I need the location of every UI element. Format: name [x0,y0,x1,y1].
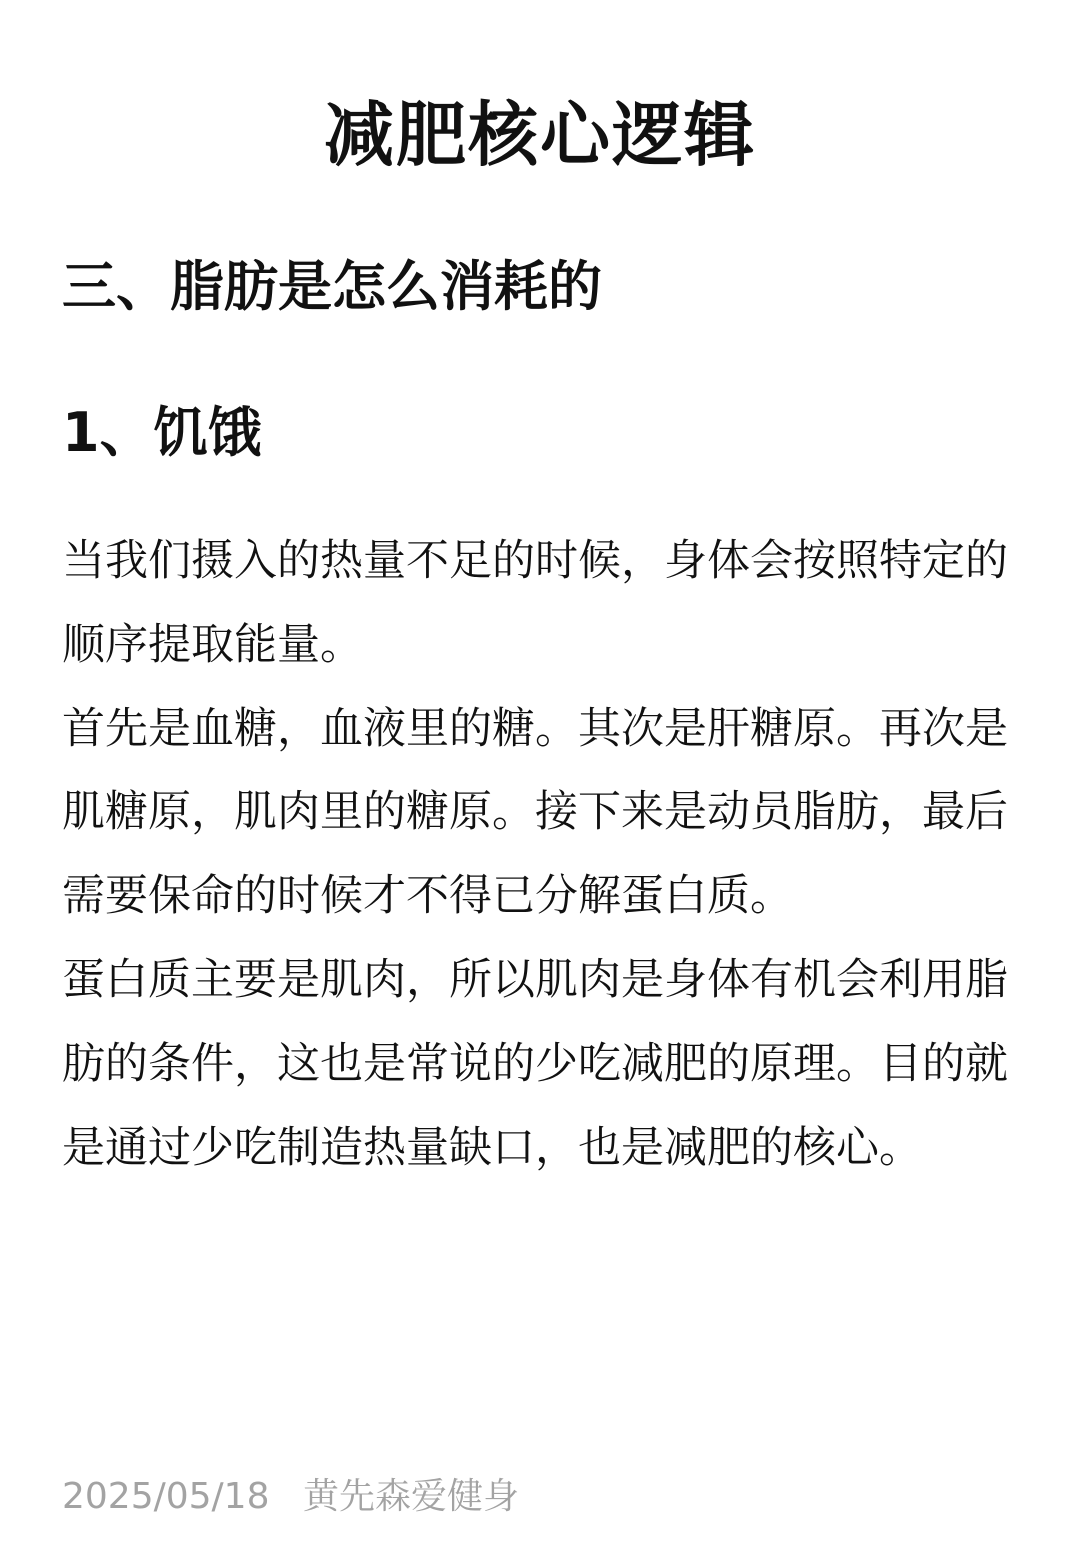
paragraph-3: 蛋白质主要是肌肉，所以肌肉是身体有机会利用脂肪的条件，这也是常说的少吃减肥的原理。目的就是通过少吃制造热量缺口，也是减肥的核心。 [62,954,1008,1173]
page-title: 减肥核心逻辑 [324,94,756,176]
article-footer [62,1472,519,1522]
article-body [62,520,1012,1190]
paragraph-1: 当我们摄入的热量不足的时候，身体会按照特定的顺序提取能量。 [62,536,1008,670]
section-heading: 三、脂肪是怎么消耗的 [62,255,602,318]
author-name: 黄先森爱健身 [302,1476,519,1517]
sub-heading: 1、饥饿 [62,401,262,464]
paragraph-2: 首先是血糖，血液里的糖。其次是肝糖原。再次是肌糖原，肌肉里的糖原。接下来是动员脂肪，最后需要保命的时候才不得已分解蛋白质。 [62,703,1008,922]
article-page [62,0,1012,1546]
publish-date: 2025/05/18 [62,1476,270,1517]
